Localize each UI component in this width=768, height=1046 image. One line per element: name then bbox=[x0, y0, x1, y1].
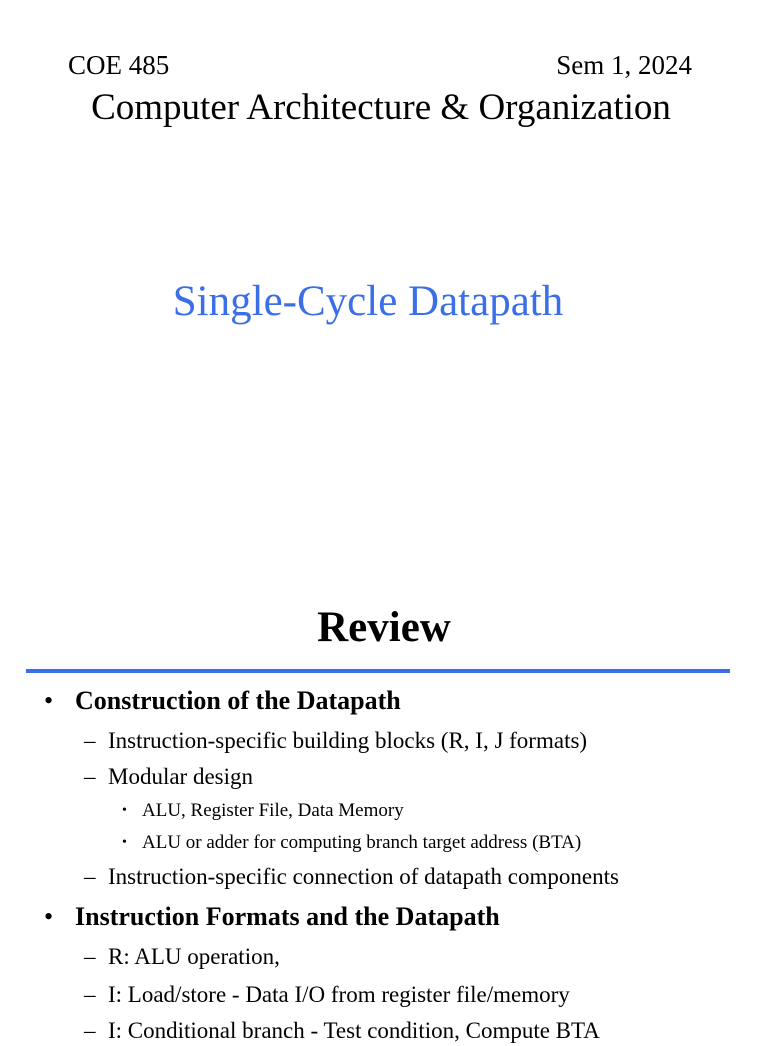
bullet-text: Instruction Formats and the Datapath bbox=[75, 902, 500, 931]
dash-marker: – bbox=[84, 864, 96, 889]
sub-bullet-text: Instruction-specific connection of datapath components bbox=[108, 864, 619, 889]
sub-bullet-text: R: ALU operation, bbox=[108, 944, 280, 969]
dash-marker: – bbox=[84, 982, 96, 1007]
sub-bullet-item bbox=[84, 862, 619, 892]
bullet-text: Construction of the Datapath bbox=[75, 686, 401, 715]
course-title: Computer Architecture & Organization bbox=[91, 87, 671, 128]
bullet-item bbox=[44, 900, 500, 934]
dash-marker: – bbox=[84, 764, 96, 789]
sub-sub-bullet-item bbox=[122, 830, 581, 856]
dash-marker: – bbox=[84, 1018, 96, 1043]
lecture-title: Single-Cycle Datapath bbox=[172, 278, 564, 325]
sub-bullet-item bbox=[84, 726, 587, 756]
sub-bullet-text: Modular design bbox=[108, 764, 254, 789]
semester-label: Sem 1, 2024 bbox=[556, 50, 692, 80]
sub-sub-bullet-text: ALU, Register File, Data Memory bbox=[142, 800, 404, 821]
sub-bullet-text: I: Conditional branch - Test condition, Compute BTA bbox=[108, 1018, 600, 1043]
dash-marker: – bbox=[84, 944, 96, 969]
sub-sub-bullet-item bbox=[122, 798, 404, 824]
sub-sub-bullet-text: ALU or adder for computing branch target address (BTA) bbox=[142, 832, 582, 853]
course-code: COE 485 bbox=[68, 50, 170, 80]
sub-bullet-item bbox=[84, 762, 253, 792]
sub-bullet-text: Instruction-specific building blocks (R, I, J formats) bbox=[108, 728, 588, 753]
bullet-marker: • bbox=[122, 835, 127, 850]
sub-bullet-text: I: Load/store - Data I/O from register file/memory bbox=[108, 982, 570, 1007]
bullet-marker: • bbox=[122, 803, 127, 818]
bullet-marker: • bbox=[44, 686, 54, 715]
dash-marker: – bbox=[84, 728, 96, 753]
sub-bullet-item bbox=[84, 942, 280, 972]
bullet-item bbox=[44, 684, 401, 718]
slide-heading: Review bbox=[317, 604, 451, 651]
sub-bullet-item bbox=[84, 980, 570, 1010]
sub-bullet-item bbox=[84, 1016, 600, 1046]
bullet-marker: • bbox=[44, 902, 54, 931]
heading-rule bbox=[26, 669, 730, 673]
